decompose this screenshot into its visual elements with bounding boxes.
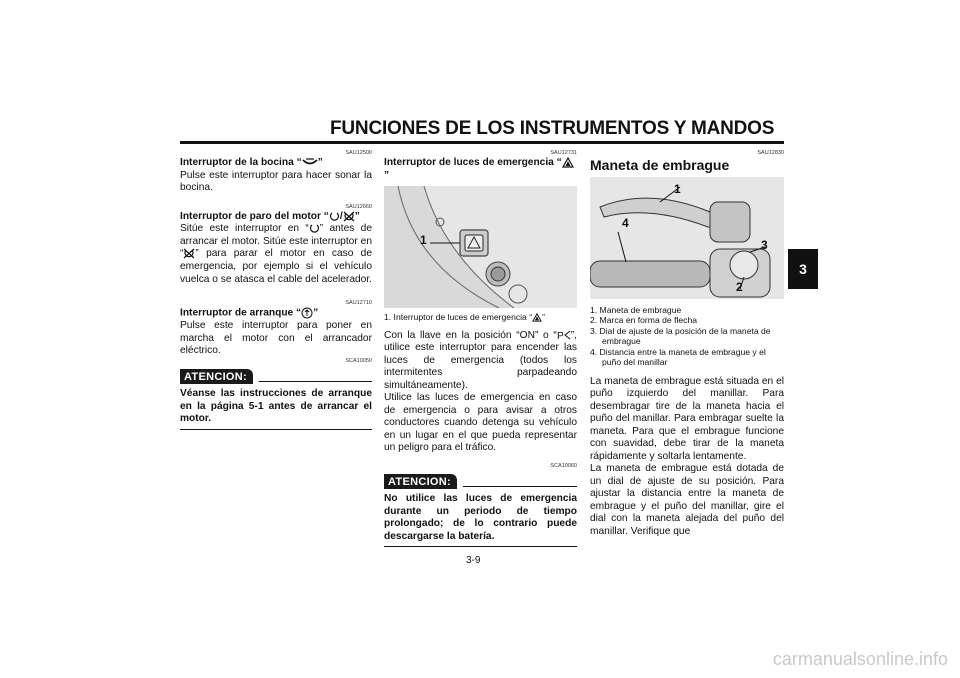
page-header-title: FUNCIONES DE LOS INSTRUMENTOS Y MANDOS <box>330 118 775 139</box>
section-code: SAU12660 <box>345 203 372 210</box>
section-title <box>180 211 372 224</box>
figure-caption-list <box>590 305 784 368</box>
off-icon <box>183 248 195 259</box>
figure-callout: 3 <box>761 237 768 252</box>
title-text-end: ” <box>317 157 323 168</box>
column-left <box>180 150 372 439</box>
column-middle <box>384 150 577 547</box>
warning-badge: ATENCION: <box>180 369 253 385</box>
section-title <box>180 307 372 320</box>
warning-badge: ATENCION: <box>384 474 457 490</box>
section-body: Pulse este interruptor para hacer sonar la bocina. <box>180 169 372 193</box>
warning-body: Véanse las instrucciones de arranque en la página 5-1 antes de arrancar el motor. <box>180 384 372 430</box>
section-body <box>384 330 577 393</box>
title-text: Interruptor de paro del motor “ <box>180 210 329 222</box>
section-code: SAU12500 <box>345 150 372 156</box>
column-right <box>590 150 784 538</box>
section-horn <box>180 150 372 195</box>
title-sep: / <box>339 210 343 222</box>
hazard-switch-figure <box>384 186 577 308</box>
warning-code: SCA10050 <box>345 357 372 364</box>
warning-header <box>384 474 577 490</box>
caption-item: 1. Maneta de embrague <box>590 304 682 315</box>
warning-code: SCA10060 <box>550 462 577 469</box>
body-text: ” para parar el motor en caso de emergencia, por ejemplo si el vehículo vuelca o se atasca el cable del acelerador. <box>180 248 372 285</box>
title-text-end: ” <box>354 210 360 222</box>
section-engine-stop <box>180 204 372 287</box>
warning-rule <box>259 381 372 382</box>
caption-text-end: ” <box>542 312 545 323</box>
section-body <box>180 223 372 286</box>
body-text: Con la llave en la posición “ON” o “ <box>384 329 557 341</box>
hazard-icon <box>532 313 542 322</box>
chapter-tab: 3 <box>788 249 818 289</box>
section-code: SAU12830 <box>757 150 784 156</box>
starter-icon <box>301 307 313 319</box>
figure-callout: 1 <box>420 233 427 248</box>
section-title <box>384 157 577 182</box>
caption-text: 1. Interruptor de luces de emergencia “ <box>384 312 533 323</box>
caption-item: 3. Dial de ajuste de la posición de la maneta de embrague <box>590 325 771 346</box>
body-text: ”, utilice este interruptor para encender las luces de emergencia (todos los intermitentes parpadeando simultáneamente). <box>384 329 577 391</box>
section-body: Utilice las luces de emergencia en caso de emergencia o para avisar a otros conductores cuando detenga su vehículo en un lugar en el que pueda representar un peligro para el tráfico. <box>384 392 577 454</box>
body-text: ” antes de arrancar el motor. Sitúe este interruptor en “ <box>180 223 372 260</box>
title-text-end: ” <box>384 169 390 181</box>
title-text: Interruptor de luces de emergencia “ <box>384 157 562 169</box>
figure-callout: 1 <box>674 181 681 196</box>
title-text: Interruptor de la bocina “ <box>180 157 302 168</box>
section-body: La maneta de embrague está situada en el puño izquierdo del manillar. Para desembragar tire de la maneta hacia el puño del manillar. Para embragar suelte la maneta. Para que el embrague funcione con suavidad, debe tirar de la maneta rápidamente y soltarla lentamente. <box>590 375 784 462</box>
run-icon <box>329 211 340 222</box>
header-rule <box>180 141 784 144</box>
figure-callout: 2 <box>736 279 743 294</box>
page-number: 3-9 <box>466 555 481 566</box>
section-title <box>180 157 372 170</box>
title-text-end: ” <box>313 307 319 319</box>
figure-caption <box>384 312 577 323</box>
section-body: Pulse este interruptor para poner en marcha el motor con el arrancador eléctrico. <box>180 320 372 357</box>
off-icon <box>343 211 355 222</box>
figure-callout: 4 <box>622 215 629 230</box>
horn-icon <box>302 157 318 167</box>
section-start <box>180 300 372 430</box>
section-code: SAU12731 <box>550 150 577 156</box>
clutch-lever-illustration <box>590 177 784 299</box>
body-text: Sitúe este interruptor en “ <box>180 223 309 235</box>
title-text: Interruptor de arranque “ <box>180 307 302 319</box>
section-code: SAU12710 <box>345 300 372 307</box>
warning-header <box>180 369 372 385</box>
warning-body: No utilice las luces de emergencia durante un periodo de tiempo prolongado; de lo contrario puede descargarse la batería. <box>384 489 577 547</box>
warning-rule <box>463 486 577 487</box>
section-body: La maneta de embrague está dotada de un dial de ajuste de su posición. Para ajustar la distancia entre la maneta de embrague y el puño del manillar, gire el dial con la maneta alejada del puño del manillar. Verifique que <box>590 463 784 537</box>
watermark: carmanualsonline.info <box>772 649 948 669</box>
section-title: Maneta de embrague <box>590 157 730 173</box>
run-icon <box>309 223 320 234</box>
caption-item: 2. Marca en forma de flecha <box>590 315 697 325</box>
hazard-switch-illustration <box>384 186 577 308</box>
svg-text:P: P <box>556 331 564 340</box>
hazard-icon <box>562 157 574 168</box>
caption-item: 4. Distancia entre la maneta de embrague y el puño del manillar <box>590 346 766 367</box>
clutch-lever-figure <box>590 177 784 299</box>
parking-icon <box>557 330 571 340</box>
